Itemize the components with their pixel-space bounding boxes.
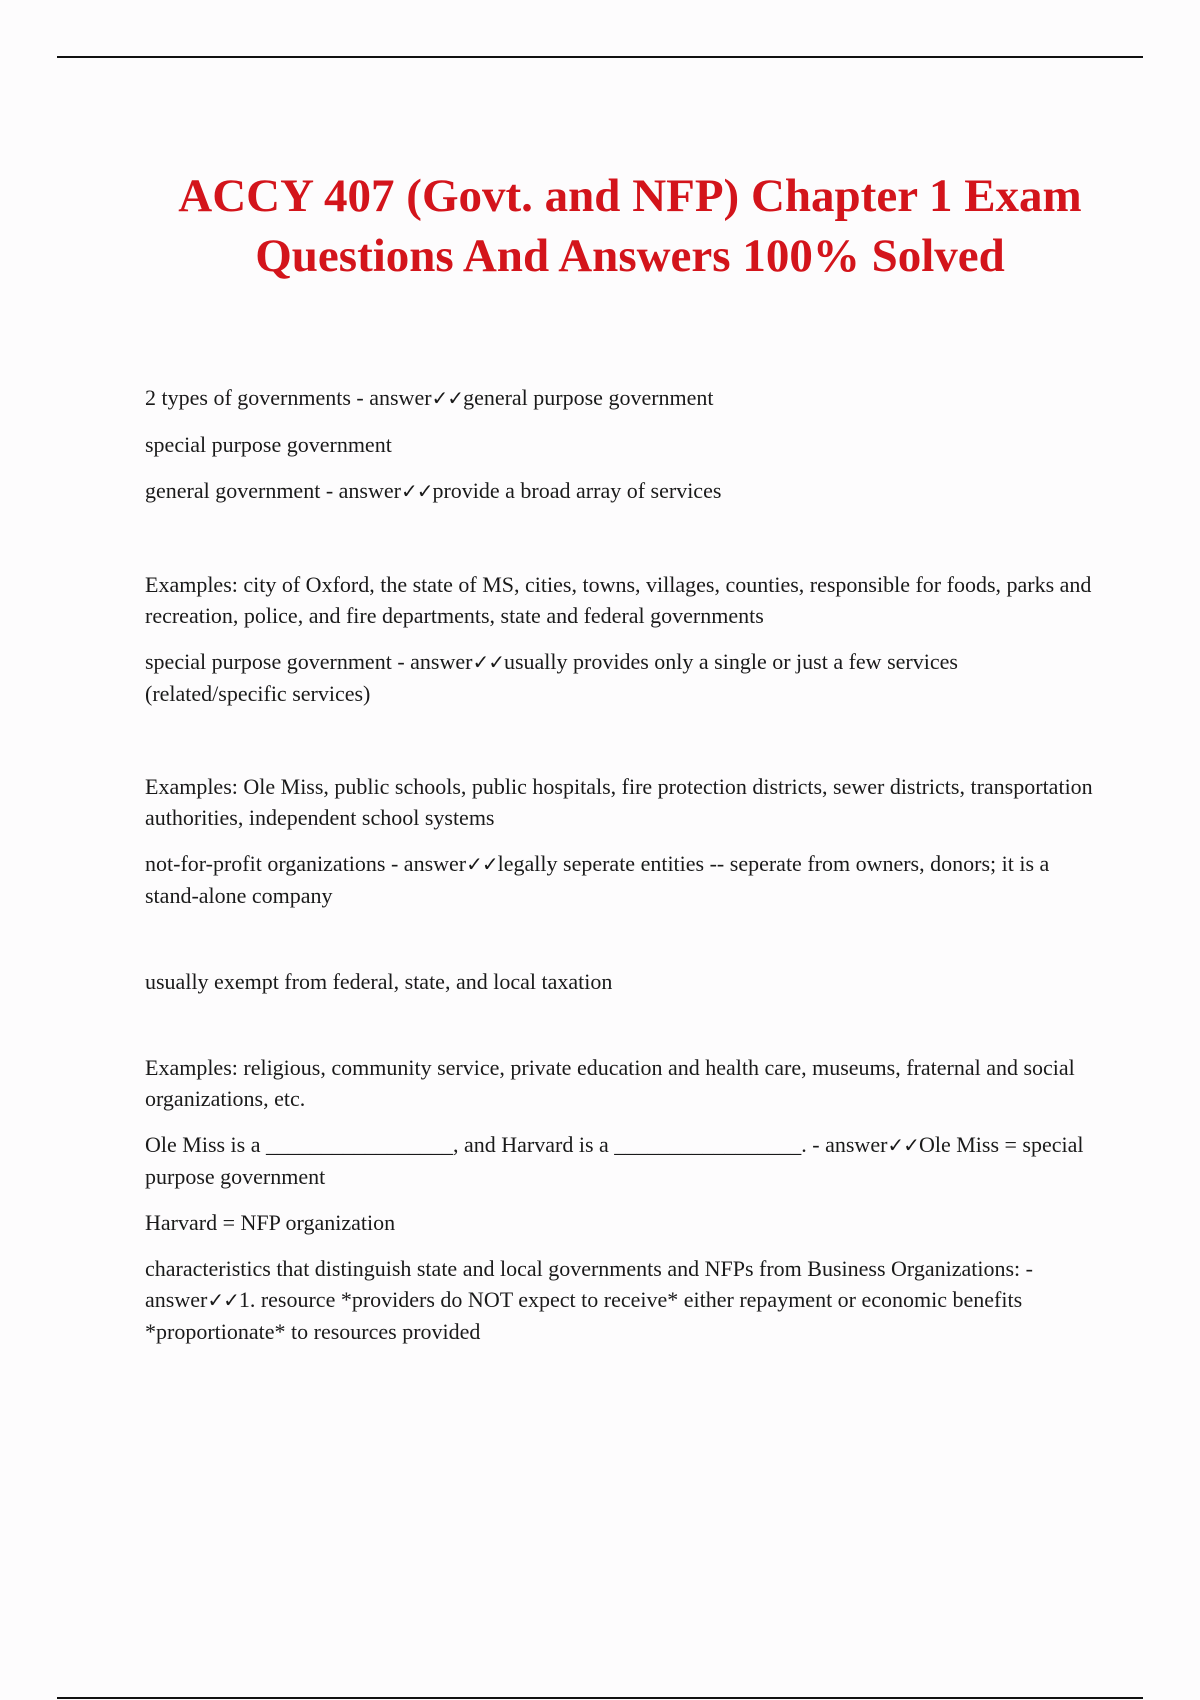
answer-marker: - answer xyxy=(812,1132,888,1157)
check-icon: ✓✓ xyxy=(207,1288,239,1312)
check-icon: ✓✓ xyxy=(431,386,464,410)
qa-item-general-government xyxy=(145,475,1095,507)
question-text: not-for-profit organizations xyxy=(145,851,391,876)
top-divider xyxy=(57,56,1143,58)
check-icon: ✓✓ xyxy=(887,1133,919,1157)
answer-text: usually provides only a single or just a few services (related/specific services) xyxy=(145,649,958,706)
qa-item-distinguishing-characteristics xyxy=(145,1253,1095,1347)
question-text: 2 types of governments xyxy=(145,385,357,410)
answer-continuation: Examples: city of Oxford, the state of MS, cities, towns, villages, counties, responsible for foods, parks and recreation, police, and fire departments, state and federal governments xyxy=(145,572,1092,628)
check-icon: ✓✓ xyxy=(466,852,498,876)
question-text: characteristics that distinguish state and local governments and NFPs from Business Organizations: xyxy=(145,1256,1026,1281)
question-text: general government xyxy=(145,478,326,503)
qa-item-types-of-governments xyxy=(145,382,1095,414)
title-line-2: Questions And Answers 100% Solved xyxy=(255,230,1005,282)
answer-text: Ole Miss = special purpose government xyxy=(145,1132,1084,1189)
answer-continuation: Harvard = NFP organization xyxy=(145,1210,396,1235)
qa-content xyxy=(145,382,1095,1347)
answer-marker: - answer xyxy=(325,478,401,503)
qa-item-ole-miss-harvard xyxy=(145,1129,1095,1192)
answer-marker: - answer xyxy=(356,385,432,410)
qa-item-special-purpose-government xyxy=(145,646,1095,709)
answer-marker: - answer xyxy=(397,649,473,674)
check-icon: ✓✓ xyxy=(472,650,504,674)
answer-text: legally seperate entities -- seperate from owners, donors; it is a stand-alone company xyxy=(145,851,1050,908)
check-icon: ✓✓ xyxy=(400,479,433,503)
question-text: Ole Miss is a _________________, and Harvard is a _________________. xyxy=(145,1132,813,1157)
question-text: special purpose government xyxy=(145,649,398,674)
title-line-1: ACCY 407 (Govt. and NFP) Chapter 1 Exam xyxy=(178,170,1082,222)
answer-continuation: special purpose government xyxy=(145,432,392,457)
answer-marker: - answer xyxy=(390,851,467,876)
answer-text: provide a broad array of services xyxy=(432,478,722,503)
answer-text: 1. resource *providers do NOT expect to receive* either repayment or economic benefits *proportionate* to resources provided xyxy=(145,1287,1023,1344)
answer-continuation: Examples: Ole Miss, public schools, public hospitals, fire protection districts, sewer districts, transportation authorities, independent school systems xyxy=(145,774,1093,830)
answer-marker: - answer xyxy=(145,1256,1033,1312)
answer-text: general purpose government xyxy=(463,385,714,410)
answer-continuation: Examples: religious, community service, private education and health care, museums, fraternal and social organizations, etc. xyxy=(145,1055,1075,1111)
answer-continuation: usually exempt from federal, state, and local taxation xyxy=(145,969,613,994)
page-title xyxy=(100,166,1160,286)
bottom-divider xyxy=(57,1697,1143,1699)
qa-item-not-for-profit xyxy=(145,848,1095,911)
